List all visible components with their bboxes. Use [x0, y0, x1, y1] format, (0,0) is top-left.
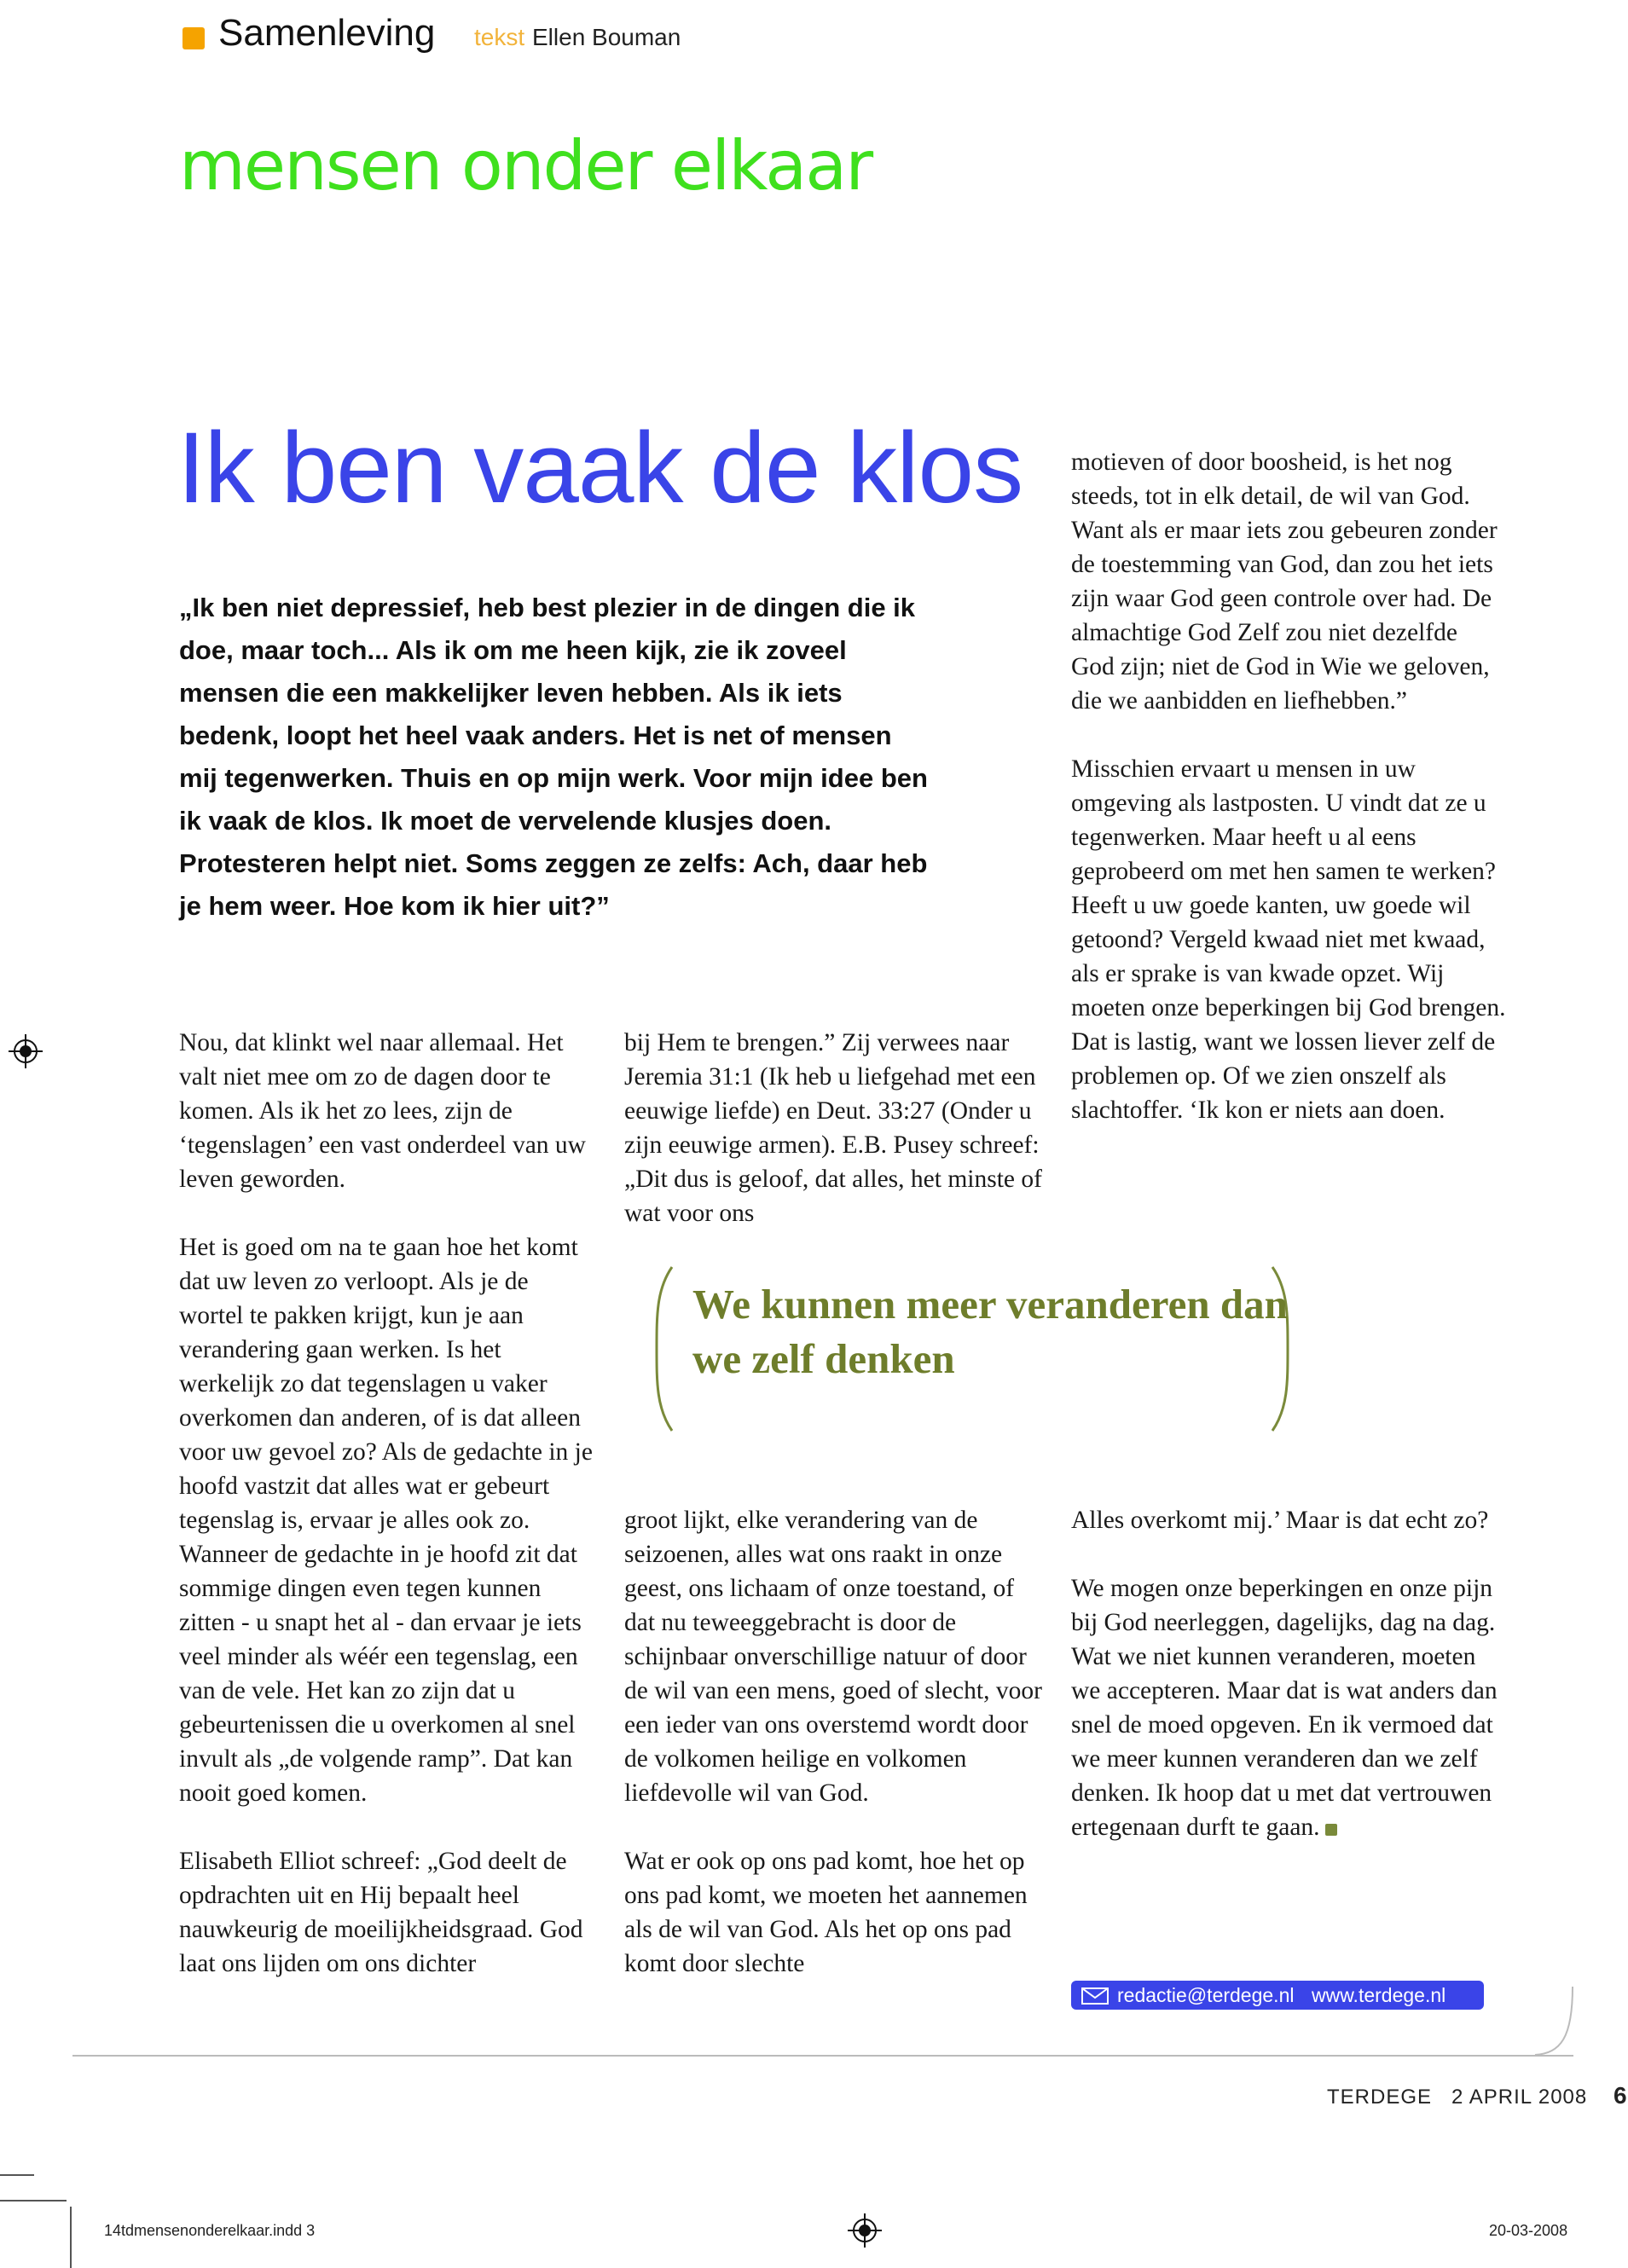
crop-mark: [70, 2207, 72, 2268]
registration-mark-icon: [9, 1034, 43, 1068]
paragraph: Elisabeth Elliot schreef: „God deelt de opdrachten uit en Hij bepaalt heel nauwkeurig de moeilijkheidsgraad. God laat ons lijden om ons dichter: [179, 1848, 583, 1977]
paragraph: motieven of door boosheid, is het nog steeds, tot in elk detail, de wil van God. Want als er maar iets zou gebeuren zonder de toestemming van God, dan zou het iets zijn waar God geen controle over had. De almachtige God Zelf zou niet dezelfde God zijn; niet de God in Wie we geloven, die we aanbidden en liefhebben.”: [1071, 448, 1498, 715]
paragraph: Nou, dat klinkt wel naar allemaal. Het valt niet mee om zo de dagen door te komen. Als ik het zo lees, zijn de ‘tegenslagen’ een vast onderdeel van uw leven geworden.: [179, 1029, 586, 1193]
print-slug-filename: 14tdmensenonderelkaar.indd 3: [104, 2222, 316, 2239]
registration-mark-icon: [848, 2213, 882, 2248]
body-column-2-top: [624, 1026, 1042, 1230]
body-column-1: [179, 1026, 597, 1981]
rubric-title: mensen onder elkaar: [179, 126, 872, 205]
paragraph: Het is goed om na te gaan hoe het komt dat uw leven zo verloopt. Als je de wortel te pakken krijgt, kun je aan verandering gaan werken. Is het werkelijk zo dat tegenslagen u vaker overkomen dan anderen, of is dat alleen voor uw gevoel zo? Als de gedachte in je hoofd vastzit dat alles wat er gebeurt tegenslag is, ervaar je alles ook zo. Wanneer de gedachte in je hoofd zit dat sommige dingen even tegen kunnen zitten - u snapt het al - dan ervaar je iets veel minder als wéér een tegenslag, een van de vele. Het kan zo zijn dat u gebeurtenissen die u overkomen al snel invult als „de volgende ramp”. Dat kan nooit goed komen.: [179, 1234, 593, 1807]
paragraph: bij Hem te brengen.” Zij verwees naar Jeremia 31:1 (Ik heb u liefgehad met een eeuwige liefde) en Deut. 33:27 (Onder u zijn eeuwige armen). E.B. Pusey schreef: „Dit dus is geloof, dat alles, het minste of wat voor ons: [624, 1029, 1042, 1227]
contact-bar: [1071, 1981, 1484, 2010]
section-marker-square: [182, 27, 205, 49]
contact-email-link[interactable]: redactie@terdege.nl: [1117, 1984, 1295, 2006]
paragraph: [1071, 1571, 1506, 1844]
paragraph: groot lijkt, elke verandering van de seizoenen, alles wat ons raakt in onze geest, ons lichaam of onze toestand, of dat nu teweeggebracht is door de schijnbaar onverschillige natuur of door de wil van een mens, goed of slecht, voor een ieder van ons overstemd wordt door de volkomen heilige en volkomen liefdevolle wil van God.: [624, 1507, 1042, 1807]
crop-mark: [0, 2200, 67, 2201]
paragraph: Alles overkomt mij.’ Maar is dat echt zo?: [1071, 1507, 1489, 1534]
body-column-2-bottom: [624, 1503, 1042, 1981]
article-intro: „Ik ben niet depressief, heb best plezier in de dingen die ik doe, maar toch... Als ik om me heen kijk, zie ik zoveel mensen die een makkelijker leven hebben. Als ik iets bedenk, loopt het heel vaak anders. Het is net of mensen mij tegenwerken. Thuis en op mijn werk. Voor mijn idee ben ik vaak de klos. Ik moet de vervelende klusjes doen. Protesteren helpt niet. Soms zeggen ze zelfs: Ach, daar heb je hem weer. Hoe kom ik hier uit?”: [179, 593, 928, 921]
section-name: Samenleving: [218, 12, 436, 54]
envelope-icon: [1081, 1987, 1109, 2005]
pull-quote: We kunnen meer veranderen dan we zelf denken: [692, 1281, 1288, 1382]
paragraph: Wat er ook op ons pad komt, hoe het op ons pad komt, we moeten het aannemen als de wil van God. Als het op ons pad komt door slechte: [624, 1848, 1028, 1977]
body-column-3-bottom: [1071, 1503, 1506, 1844]
paragraph-text: We mogen onze beperkingen en onze pijn bij God neerleggen, dagelijks, dag na dag. Wat we niet kunnen veranderen, moeten we accepteren. Maar dat is wat anders dan snel de moed opgeven. En ik vermoed dat we meer kunnen veranderen dan we zelf denken. Ik hoop dat u met dat vertrouwen ertegenaan durft te gaan.: [1071, 1575, 1498, 1841]
contact-website-link[interactable]: www.terdege.nl: [1312, 1984, 1446, 2006]
print-slug-date: 20-03-2008: [1489, 2222, 1568, 2239]
footer-divider: [72, 2055, 1573, 2057]
body-column-3-top: [1071, 445, 1506, 1127]
page-corner-curve: [1535, 1987, 1573, 2057]
article-title: Ik ben vaak de klos: [177, 412, 1023, 524]
byline-author: Ellen Bouman: [532, 24, 681, 50]
magazine-name: TERDEGE: [1327, 2086, 1433, 2109]
page-footer: [1327, 2082, 1628, 2109]
end-of-article-marker: [1325, 1824, 1337, 1836]
crop-mark: [0, 2174, 34, 2176]
left-bracket: [657, 1267, 672, 1431]
page-number: 6: [1613, 2082, 1628, 2109]
paragraph: Misschien ervaart u mensen in uw omgeving als lastposten. U vindt dat ze u tegenwerken. Maar heeft u al eens geprobeerd om met hen samen te werken? Heeft u uw goede kanten, uw goede wil getoond? Vergeld kwaad niet met kwaad, als er sprake is van kwade opzet. Wij moeten onze beperkingen bij God brengen. Dat is lastig, want we lossen liever zelf de problemen op. Of we zien onszelf als slachtoffer. ‘Ik kon er niets aan doen.: [1071, 755, 1506, 1124]
issue-date: 2 APRIL 2008: [1451, 2086, 1588, 2109]
byline-label: tekst: [474, 24, 525, 50]
